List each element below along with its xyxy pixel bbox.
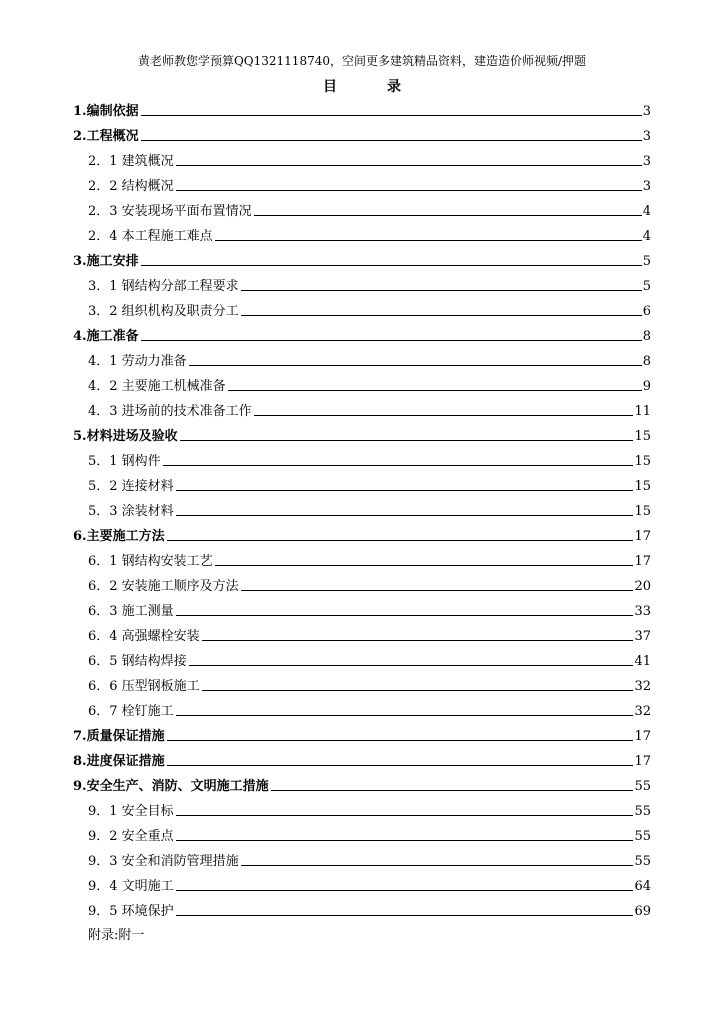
toc-leader-line xyxy=(167,740,634,741)
toc-leader-line xyxy=(176,490,634,491)
toc-entry-page: 41 xyxy=(634,654,651,669)
toc-leader-line xyxy=(241,290,642,291)
toc-entry-page: 15 xyxy=(634,504,651,519)
toc-entry[interactable] xyxy=(73,694,651,719)
toc-leader-line xyxy=(176,915,634,916)
toc-entry-label: 7.质量保证措施 xyxy=(73,729,165,744)
toc-leader-line xyxy=(141,265,642,266)
toc-entry-label: 9．3 安全和消防管理措施 xyxy=(88,854,239,869)
toc-entry-page: 55 xyxy=(634,804,651,819)
toc-entry[interactable] xyxy=(73,544,651,569)
toc-leader-line xyxy=(189,665,634,666)
toc-entry[interactable] xyxy=(73,419,651,444)
toc-entry[interactable] xyxy=(73,744,651,769)
toc-leader-line xyxy=(141,115,642,116)
toc-entry-page: 32 xyxy=(634,704,651,719)
toc-leader-line xyxy=(141,340,642,341)
toc-leader-line xyxy=(176,515,634,516)
toc-entry-page: 15 xyxy=(634,429,651,444)
toc-entry[interactable] xyxy=(73,869,651,894)
toc-entry-label: 6．2 安装施工顺序及方法 xyxy=(88,579,239,594)
toc-entry-label: 6．3 施工测量 xyxy=(88,604,174,619)
toc-entry-page: 3 xyxy=(642,104,651,119)
toc-entry[interactable] xyxy=(73,169,651,194)
toc-entry-page: 4 xyxy=(642,204,651,219)
toc-entry-label: 8.进度保证措施 xyxy=(73,754,165,769)
toc-leader-line xyxy=(163,465,634,466)
toc-entry-label: 9．4 文明施工 xyxy=(88,879,174,894)
toc-entry[interactable] xyxy=(73,819,651,844)
toc-entry-label: 2.工程概况 xyxy=(73,129,139,144)
toc-leader-line xyxy=(180,440,634,441)
toc-entry[interactable] xyxy=(73,294,651,319)
toc-entry[interactable] xyxy=(73,794,651,819)
toc-entry-label: 1.编制依据 xyxy=(73,104,139,119)
toc-entry-page: 55 xyxy=(634,779,651,794)
toc-entry-label: 4．2 主要施工机械准备 xyxy=(88,379,226,394)
toc-entry[interactable] xyxy=(73,594,651,619)
toc-entry-label: 2．4 本工程施工难点 xyxy=(88,229,213,244)
toc-entry-page: 5 xyxy=(642,254,651,269)
toc-leader-line xyxy=(176,840,634,841)
toc-leader-line xyxy=(202,690,634,691)
toc-entry-page: 3 xyxy=(642,179,651,194)
toc-entry[interactable] xyxy=(73,894,651,919)
toc-entry-page: 3 xyxy=(642,154,651,169)
toc-entry-label: 9．2 安全重点 xyxy=(88,829,174,844)
page-header: 黄老师教您学预算QQ1321118740，空间更多建筑精品资料，建造造价师视频/押题 xyxy=(137,54,587,68)
toc-leader-line xyxy=(167,540,634,541)
toc-entry[interactable] xyxy=(73,269,651,294)
toc-entry-page: 33 xyxy=(634,604,651,619)
toc-entry-label: 2．2 结构概况 xyxy=(88,179,174,194)
toc-entry-page: 69 xyxy=(634,904,651,919)
toc-entry[interactable] xyxy=(73,344,651,369)
toc-entry-page: 15 xyxy=(634,454,651,469)
toc-entry-page: 15 xyxy=(634,479,651,494)
toc-entry-page: 17 xyxy=(634,729,651,744)
toc-entry[interactable] xyxy=(73,569,651,594)
toc-entry[interactable] xyxy=(73,94,651,119)
toc-entry-label: 6.主要施工方法 xyxy=(73,529,165,544)
toc-entry[interactable] xyxy=(73,769,651,794)
toc-entry-page: 37 xyxy=(634,629,651,644)
toc-leader-line xyxy=(228,390,642,391)
toc-entry[interactable] xyxy=(73,144,651,169)
toc-entry[interactable] xyxy=(73,469,651,494)
toc-title: 目 录 xyxy=(323,79,419,95)
table-of-contents xyxy=(73,94,651,919)
toc-entry-page: 17 xyxy=(634,554,651,569)
toc-entry-label: 9．5 环境保护 xyxy=(88,904,174,919)
toc-entry-page: 5 xyxy=(642,279,651,294)
toc-entry-label: 5．2 连接材料 xyxy=(88,479,174,494)
toc-entry[interactable] xyxy=(73,844,651,869)
toc-entry-page: 11 xyxy=(634,404,651,419)
toc-entry-label: 4．1 劳动力准备 xyxy=(88,354,187,369)
toc-entry-page: 55 xyxy=(634,854,651,869)
toc-entry-label: 2．1 建筑概况 xyxy=(88,154,174,169)
toc-entry[interactable] xyxy=(73,394,651,419)
toc-leader-line xyxy=(176,715,634,716)
toc-entry-label: 3．1 钢结构分部工程要求 xyxy=(88,279,239,294)
toc-leader-line xyxy=(271,790,634,791)
toc-entry-label: 5.材料进场及验收 xyxy=(73,429,178,444)
toc-entry[interactable] xyxy=(73,719,651,744)
toc-entry[interactable] xyxy=(73,244,651,269)
toc-entry[interactable] xyxy=(73,194,651,219)
toc-entry-label: 9．1 安全目标 xyxy=(88,804,174,819)
toc-leader-line xyxy=(141,140,642,141)
toc-entry-page: 64 xyxy=(634,879,651,894)
toc-leader-line xyxy=(189,365,642,366)
toc-entry-page: 17 xyxy=(634,529,651,544)
toc-entry-page: 20 xyxy=(634,579,651,594)
toc-entry-label: 6．1 钢结构安装工艺 xyxy=(88,554,213,569)
toc-leader-line xyxy=(176,615,634,616)
toc-entry-label: 4．3 进场前的技术准备工作 xyxy=(88,404,252,419)
toc-entry[interactable] xyxy=(73,319,651,344)
toc-entry-page: 32 xyxy=(634,679,651,694)
toc-entry[interactable] xyxy=(73,519,651,544)
toc-leader-line xyxy=(241,865,634,866)
toc-entry[interactable] xyxy=(73,444,651,469)
appendix-line: 附录:附一 xyxy=(88,928,145,943)
toc-entry-label: 4.施工准备 xyxy=(73,329,139,344)
toc-entry[interactable] xyxy=(73,644,651,669)
toc-leader-line xyxy=(241,590,634,591)
toc-entry-label: 6．4 高强螺栓安装 xyxy=(88,629,200,644)
toc-entry-page: 8 xyxy=(642,329,651,344)
toc-leader-line xyxy=(202,640,634,641)
toc-entry-page: 6 xyxy=(642,304,651,319)
toc-leader-line xyxy=(167,765,634,766)
toc-entry-page: 9 xyxy=(642,379,651,394)
toc-entry[interactable] xyxy=(73,619,651,644)
toc-entry-label: 3.施工安排 xyxy=(73,254,139,269)
toc-entry[interactable] xyxy=(73,669,651,694)
toc-leader-line xyxy=(254,415,634,416)
toc-entry-label: 3．2 组织机构及职责分工 xyxy=(88,304,239,319)
toc-entry[interactable] xyxy=(73,219,651,244)
toc-leader-line xyxy=(254,215,642,216)
toc-leader-line xyxy=(176,890,634,891)
toc-entry-label: 6．7 栓钉施工 xyxy=(88,704,174,719)
toc-leader-line xyxy=(176,815,634,816)
toc-entry-page: 8 xyxy=(642,354,651,369)
toc-entry-label: 6．6 压型钢板施工 xyxy=(88,679,200,694)
toc-entry-label: 2．3 安装现场平面布置情况 xyxy=(88,204,252,219)
toc-leader-line xyxy=(241,315,642,316)
toc-leader-line xyxy=(215,565,634,566)
toc-entry-label: 5．1 钢构件 xyxy=(88,454,161,469)
toc-entry[interactable] xyxy=(73,369,651,394)
toc-entry-label: 9.安全生产、消防、文明施工措施 xyxy=(73,779,269,794)
toc-entry-page: 55 xyxy=(634,829,651,844)
toc-entry-label: 6．5 钢结构焊接 xyxy=(88,654,187,669)
toc-leader-line xyxy=(176,190,642,191)
toc-entry[interactable] xyxy=(73,494,651,519)
toc-entry-page: 17 xyxy=(634,754,651,769)
toc-leader-line xyxy=(215,240,642,241)
toc-entry-page: 4 xyxy=(642,229,651,244)
toc-entry[interactable] xyxy=(73,119,651,144)
toc-entry-label: 5．3 涂装材料 xyxy=(88,504,174,519)
toc-leader-line xyxy=(176,165,642,166)
toc-entry-page: 3 xyxy=(642,129,651,144)
